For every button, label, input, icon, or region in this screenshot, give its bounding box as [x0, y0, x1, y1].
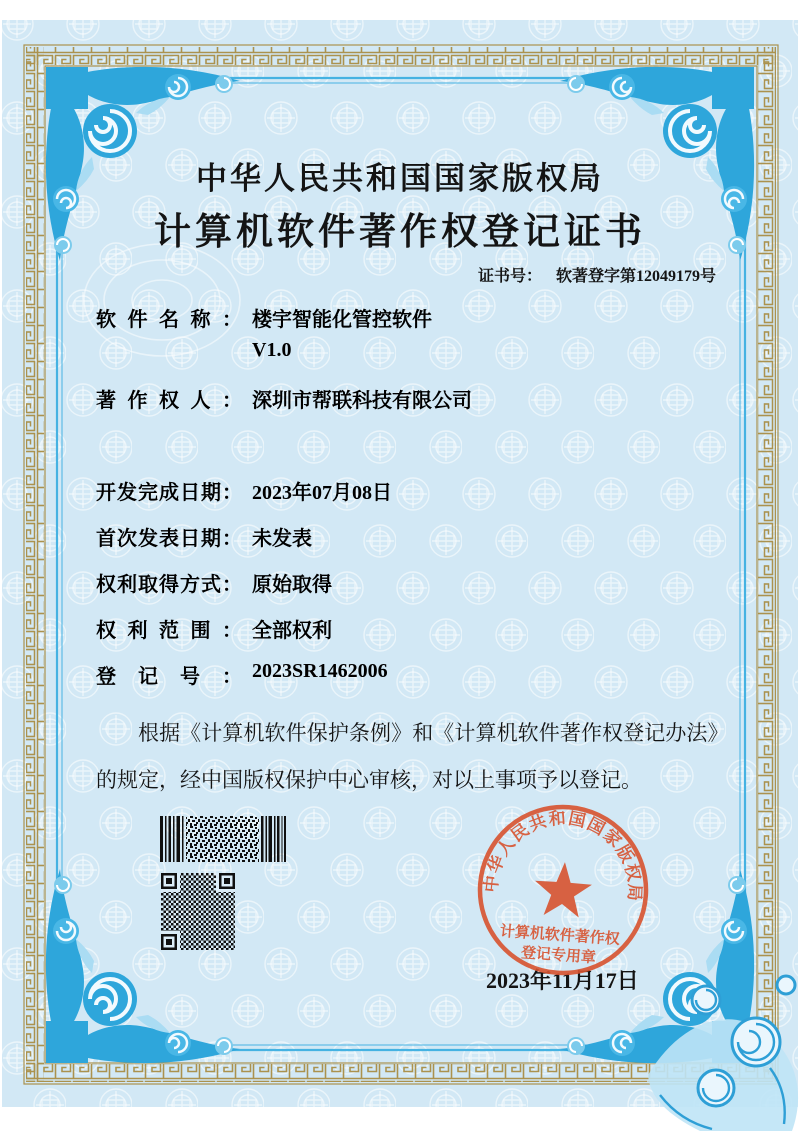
field-first-publish-date: 首次发表日期： 未发表 — [96, 528, 312, 550]
star-icon — [533, 860, 594, 918]
field-registration-no: 登记号： 2023SR1462006 — [96, 660, 388, 688]
seal-ring-text: 中华人民共和国国家版权局 — [481, 808, 645, 903]
registration-statement: 根据《计算机软件保护条例》和《计算机软件著作权登记办法》的规定，经中国版权保护中心审核，对以上事项予以登记。 — [96, 721, 718, 792]
barcode-image — [160, 816, 286, 862]
seal-line2: 登记专用章 — [520, 945, 597, 967]
certificate-number — [478, 263, 716, 286]
field-right-scope: 权利范围： 全部权利 — [96, 620, 332, 642]
issue-date: 2023年11月17日 — [486, 968, 639, 993]
certificate-number-value: 软著登字第12049179号 — [555, 268, 716, 285]
field-right-acquisition: 权利取得方式： 原始取得 — [96, 574, 332, 596]
field-software-name: 软件名称： 楼宇智能化管控软件 V1.0 — [96, 309, 432, 361]
field-copyright-owner: 著作权人： 深圳市帮联科技有限公司 — [96, 390, 472, 412]
certificate-number-label: 证书号： — [477, 268, 542, 285]
authority-name: 中华人民共和国国家版权局 — [196, 161, 604, 196]
qr-code-image — [161, 873, 235, 950]
seal-line1: 计算机软件著作权 — [499, 923, 621, 949]
field-dev-complete-date: 开发完成日期： 2023年07月08日 — [96, 482, 392, 504]
software-version: V1.0 — [252, 339, 292, 361]
certificate-title: 计算机软件著作权登记证书 — [154, 212, 646, 253]
official-seal — [470, 797, 656, 983]
